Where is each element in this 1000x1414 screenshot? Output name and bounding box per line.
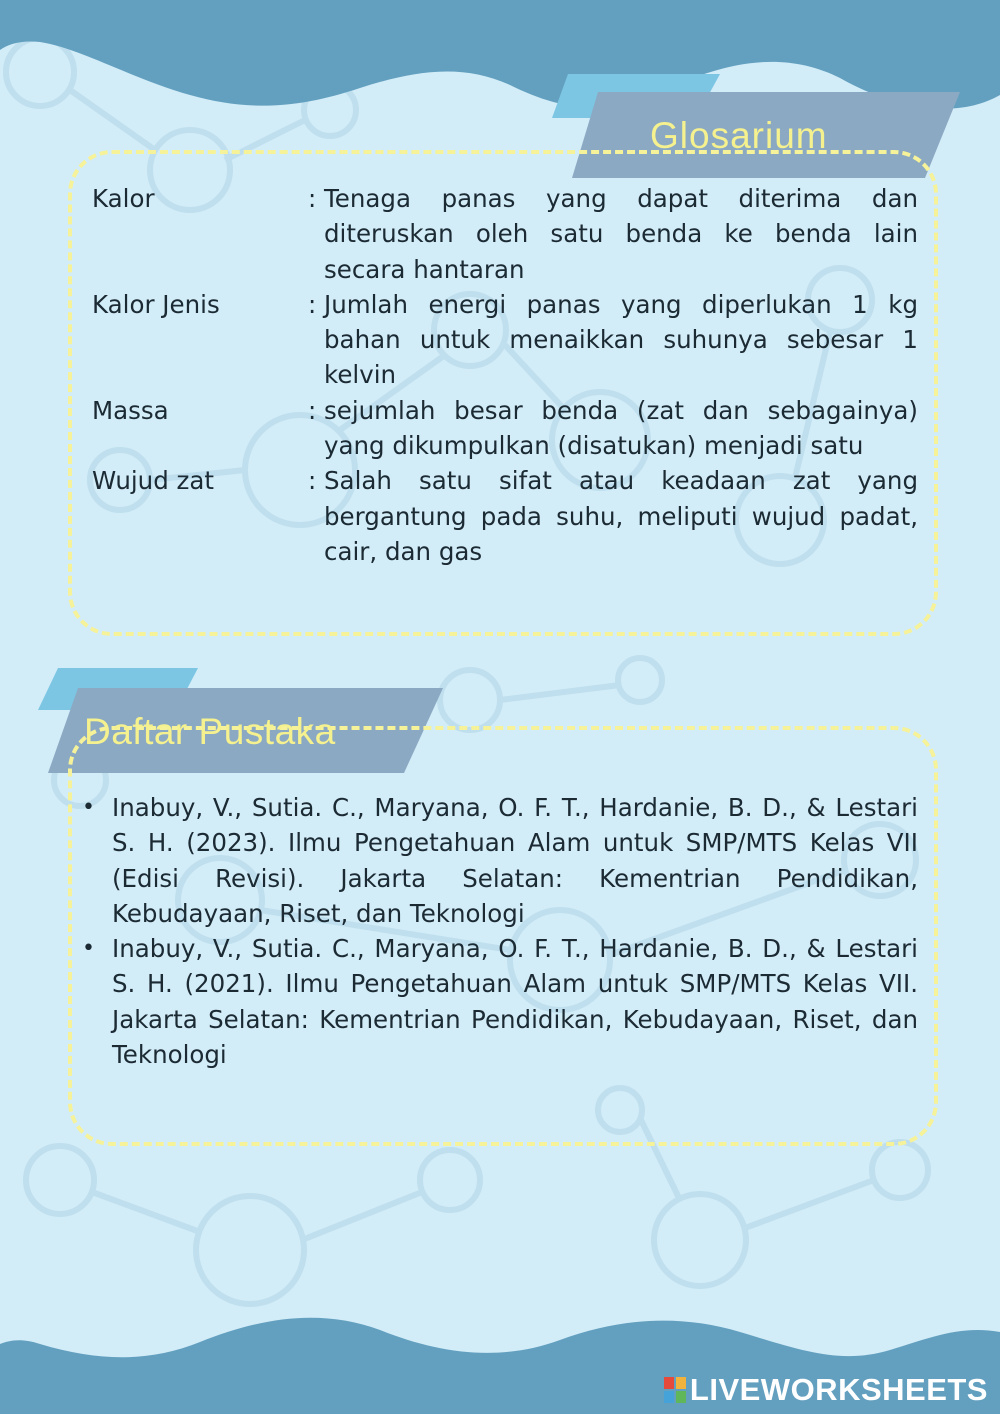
glossary-definition: Salah satu sifat atau keadaan zat yang bergantung pada suhu, meliputi wujud padat, cair, dan gas [324,466,918,566]
glossary-term: Wujud zat [92,466,215,496]
liveworksheets-logo-icon [664,1377,686,1403]
glosarium-title: Glosarium [650,115,828,156]
glossary-term: Kalor [92,184,155,213]
glossary-definition: Tenaga panas yang dapat diterima dan diteruskan oleh satu benda ke benda lain secara hantaran [324,184,918,284]
glossary-entry [92,463,918,569]
glossary-separator: : [308,466,317,496]
glossary-term: Kalor Jenis [92,289,220,319]
glossary-term: Massa [92,395,169,425]
glossary-definition: Jumlah energi panas yang diperlukan 1 kg bahan untuk menaikkan suhunya sebesar 1 kelvin [324,289,918,390]
reference-item [82,931,918,1072]
glossary-list [92,181,918,569]
glossary-entry [92,393,918,464]
glossary-definition: sejumlah besar benda (zat dan sebagainya) yang dikumpulkan (disatukan) menjadi satu [324,395,918,461]
reference-text: Inabuy, V., Sutia. C., Maryana, O. F. T., Hardanie, B. D., & Lestari S. H. (2021). Ilmu Pengetahuan Alam untuk SMP/MTS Kelas VII. Jakarta Selatan: Kementrian Pendidikan, Kebudayaan, Riset, dan Teknologi [112,934,918,1070]
daftar-pustaka-title: Daftar Pustaka [84,711,336,752]
bullet-icon: • [82,795,95,820]
glossary-separator: : [308,289,317,319]
bullet-icon: • [82,936,95,962]
glossary-entry [92,287,918,393]
liveworksheets-logo-text: LIVEWORKSHEETS [689,1372,988,1407]
liveworksheets-logo[interactable] [664,1372,988,1408]
glossary-separator: : [308,184,317,213]
reference-text: Inabuy, V., Sutia. C., Maryana, O. F. T., Hardanie, B. D., & Lestari S. H. (2023). Ilmu Pengetahuan Alam untuk SMP/MTS Kelas VII (Edisi Revisi). Jakarta Selatan: Kementrian Pendidikan, Kebudayaan, Riset, dan Teknologi [112,793,918,928]
glossary-entry [92,181,918,287]
reference-list [82,790,918,1072]
glossary-separator: : [308,395,317,425]
reference-item [82,790,918,931]
